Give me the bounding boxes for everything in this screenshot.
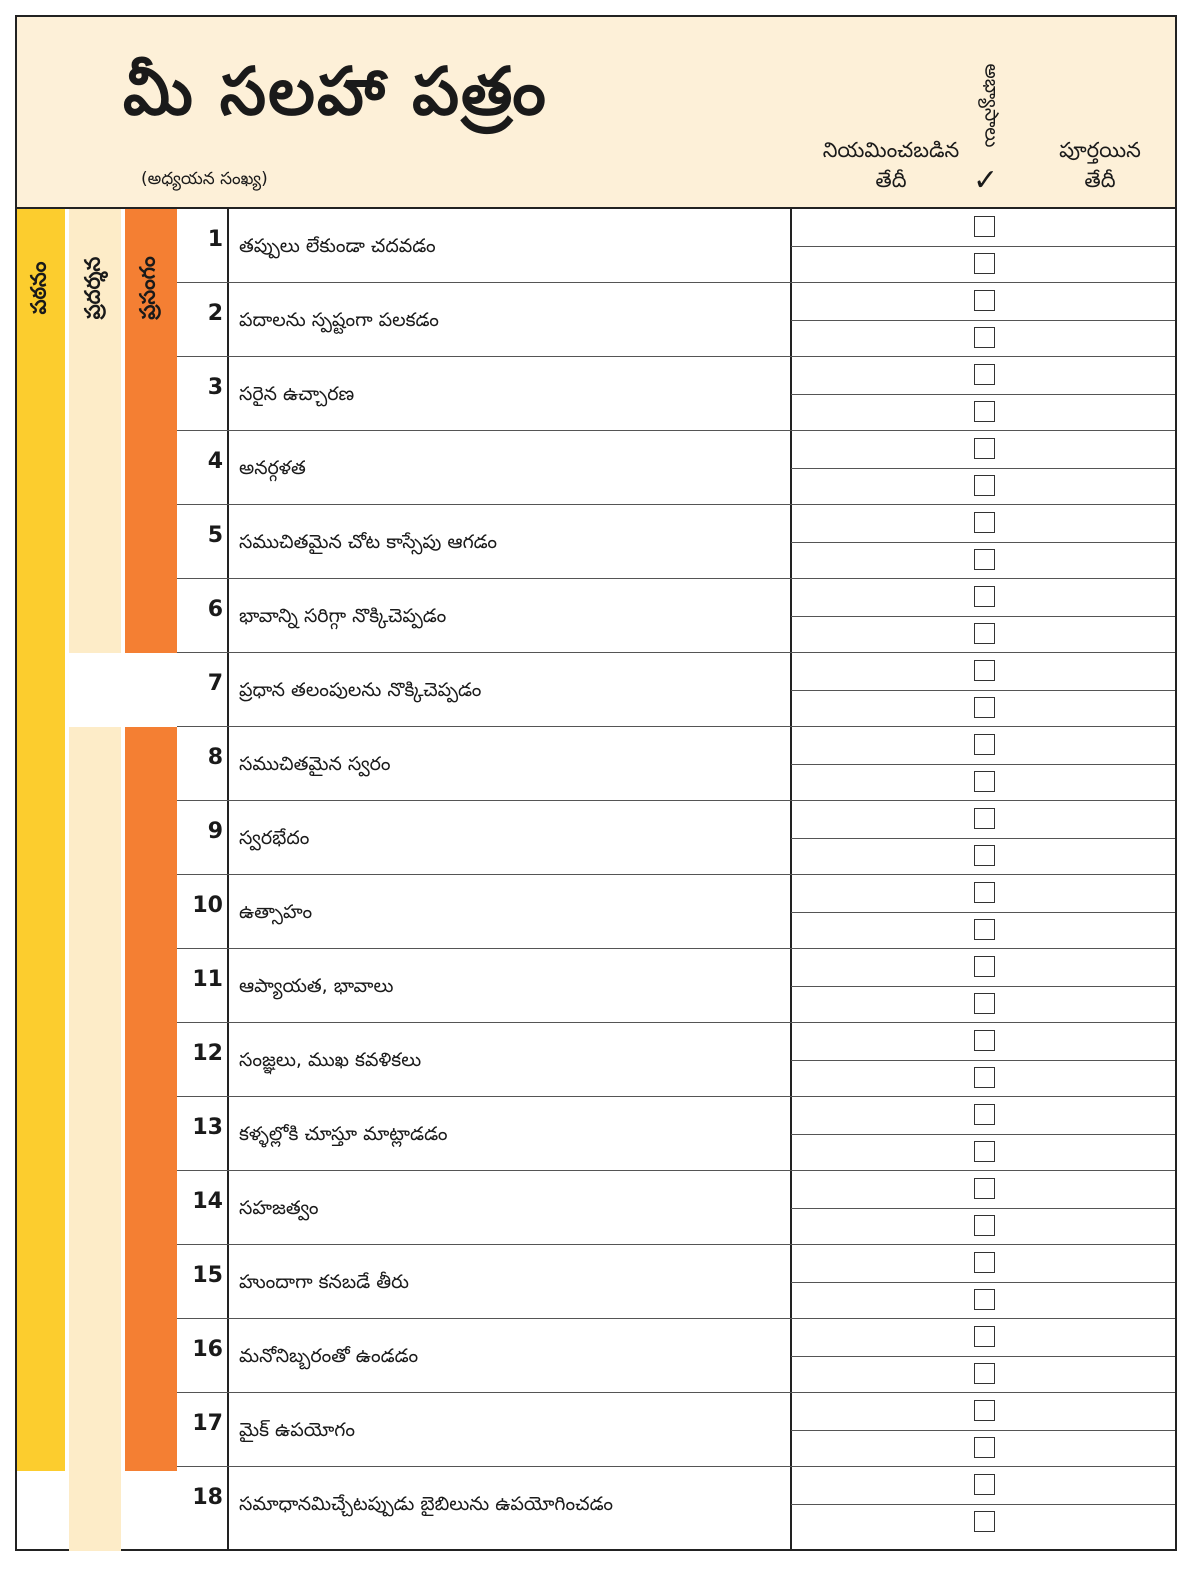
- study-label: సముచితమైన స్వరం: [239, 753, 391, 775]
- study-number: 16: [192, 1337, 223, 1362]
- row-sub-divider: [791, 986, 1175, 987]
- row-sub-divider: [791, 1060, 1175, 1061]
- practice-checkbox-1[interactable]: [974, 1030, 995, 1051]
- study-label: ఆప్యాయత, భావాలు: [239, 975, 394, 997]
- list-item: [17, 1245, 1175, 1319]
- study-number: 14: [192, 1189, 223, 1214]
- practice-checkbox-1[interactable]: [974, 1178, 995, 1199]
- practice-checkbox-1[interactable]: [974, 216, 995, 237]
- practice-checkbox-1[interactable]: [974, 660, 995, 681]
- row-sub-divider: [791, 838, 1175, 839]
- practice-header-label: అభ్యాసాలు: [980, 63, 1003, 147]
- practice-header: [971, 43, 1007, 167]
- study-label: అనర్గళత: [239, 457, 306, 479]
- completed-date-header: [1035, 135, 1165, 195]
- discourse-band-text: ప్రసంగం: [136, 256, 160, 320]
- practice-checkbox-2[interactable]: [974, 1511, 995, 1532]
- practice-checkbox-2[interactable]: [974, 919, 995, 940]
- study-label: సంజ్ఞలు, ముఖ కవళికలు: [239, 1049, 422, 1071]
- list-item: [17, 431, 1175, 505]
- practice-checkbox-1[interactable]: [974, 1252, 995, 1273]
- assigned-date-header-line2: తేదీ: [875, 168, 907, 192]
- practice-checkbox-2[interactable]: [974, 1289, 995, 1310]
- check-mark-icon: ✓: [973, 163, 999, 198]
- practice-checkbox-2[interactable]: [974, 327, 995, 348]
- practice-checkbox-2[interactable]: [974, 845, 995, 866]
- study-number: 18: [192, 1485, 223, 1510]
- row-sub-divider: [791, 912, 1175, 913]
- row-sub-divider: [791, 1208, 1175, 1209]
- row-sub-divider: [791, 1282, 1175, 1283]
- row-sub-divider: [791, 320, 1175, 321]
- form-subtitle: (అధ్యయన సంఖ్య): [141, 169, 268, 189]
- study-label: పదాలను స్పష్టంగా పలకడం: [239, 309, 439, 331]
- practice-checkbox-2[interactable]: [974, 697, 995, 718]
- form-header: [17, 17, 1175, 209]
- practice-checkbox-1[interactable]: [974, 586, 995, 607]
- demonstration-band-text: ప్రదర్శన: [80, 256, 104, 320]
- practice-checkbox-1[interactable]: [974, 1400, 995, 1421]
- practice-checkbox-1[interactable]: [974, 364, 995, 385]
- study-number: 5: [207, 523, 223, 548]
- list-item: [17, 1319, 1175, 1393]
- study-number: 9: [207, 819, 223, 844]
- study-number: 11: [192, 967, 223, 992]
- practice-checkbox-2[interactable]: [974, 475, 995, 496]
- list-item: [17, 209, 1175, 283]
- study-number: 8: [207, 745, 223, 770]
- list-item: [17, 1097, 1175, 1171]
- practice-checkbox-1[interactable]: [974, 808, 995, 829]
- practice-checkbox-2[interactable]: [974, 993, 995, 1014]
- study-label: సరైన ఉచ్చారణ: [239, 383, 355, 405]
- practice-checkbox-2[interactable]: [974, 771, 995, 792]
- study-label: కళ్ళల్లోకి చూస్తూ మాట్లాడడం: [239, 1123, 448, 1145]
- practice-checkbox-1[interactable]: [974, 1326, 995, 1347]
- practice-checkbox-1[interactable]: [974, 512, 995, 533]
- row-sub-divider: [791, 468, 1175, 469]
- counsel-form: [15, 15, 1177, 1551]
- list-item: [17, 653, 1175, 727]
- study-label: హుందాగా కనబడే తీరు: [239, 1271, 409, 1293]
- assigned-date-header: [805, 135, 977, 195]
- study-number: 3: [207, 375, 223, 400]
- row-sub-divider: [791, 394, 1175, 395]
- practice-checkbox-1[interactable]: [974, 290, 995, 311]
- practice-checkbox-1[interactable]: [974, 1104, 995, 1125]
- list-item: [17, 1171, 1175, 1245]
- row-sub-divider: [791, 542, 1175, 543]
- practice-checkbox-2[interactable]: [974, 253, 995, 274]
- list-item: [17, 1393, 1175, 1467]
- study-number: 17: [192, 1411, 223, 1436]
- study-label: సహజత్వం: [239, 1197, 319, 1219]
- study-label: సముచితమైన చోట కాస్సేపు ఆగడం: [239, 531, 498, 553]
- practice-checkbox-2[interactable]: [974, 623, 995, 644]
- list-item: [17, 579, 1175, 653]
- study-label: తప్పులు లేకుండా చదవడం: [239, 235, 436, 257]
- practice-checkbox-2[interactable]: [974, 1215, 995, 1236]
- study-number: 2: [207, 301, 223, 326]
- practice-checkbox-1[interactable]: [974, 438, 995, 459]
- study-label: మనోనిబ్బరంతో ఉండడం: [239, 1345, 419, 1367]
- practice-checkbox-2[interactable]: [974, 549, 995, 570]
- row-sub-divider: [791, 690, 1175, 691]
- list-item: [17, 801, 1175, 875]
- practice-checkbox-2[interactable]: [974, 401, 995, 422]
- study-number: 7: [207, 671, 223, 696]
- list-item: [17, 1023, 1175, 1097]
- list-item: [17, 505, 1175, 579]
- study-number: 15: [192, 1263, 223, 1288]
- row-sub-divider: [791, 1356, 1175, 1357]
- form-title: మీ సలహా పత్రం: [123, 53, 548, 130]
- row-sub-divider: [791, 764, 1175, 765]
- list-item: [17, 283, 1175, 357]
- study-number: 12: [192, 1041, 223, 1066]
- study-number: 1: [207, 227, 223, 252]
- reading-band-text: పఠనం: [26, 261, 50, 315]
- practice-checkbox-1[interactable]: [974, 882, 995, 903]
- list-item: [17, 727, 1175, 801]
- row-sub-divider: [791, 616, 1175, 617]
- practice-checkbox-1[interactable]: [974, 1474, 995, 1495]
- row-sub-divider: [791, 1504, 1175, 1505]
- row-sub-divider: [791, 246, 1175, 247]
- practice-checkbox-2[interactable]: [974, 1141, 995, 1162]
- study-number: 6: [207, 597, 223, 622]
- practice-checkbox-1[interactable]: [974, 956, 995, 977]
- practice-checkbox-2[interactable]: [974, 1067, 995, 1088]
- completed-date-header-line2: తేదీ: [1084, 168, 1116, 192]
- study-label: స్వరభేదం: [239, 827, 310, 849]
- practice-checkbox-2[interactable]: [974, 1363, 995, 1384]
- study-number: 4: [207, 449, 223, 474]
- study-label: ప్రధాన తలంపులను నొక్కిచెప్పడం: [239, 679, 482, 701]
- practice-checkbox-1[interactable]: [974, 734, 995, 755]
- study-label: భావాన్ని సరిగ్గా నొక్కిచెప్పడం: [239, 605, 447, 627]
- list-item: [17, 1467, 1175, 1541]
- study-label: మైక్ ఉపయోగం: [239, 1419, 355, 1441]
- practice-checkbox-2[interactable]: [974, 1437, 995, 1458]
- study-label: సమాధానమిచ్చేటప్పుడు బైబిలును ఉపయోగించడం: [239, 1493, 613, 1515]
- list-item: [17, 875, 1175, 949]
- assigned-date-header-line1: నియమించబడిన: [822, 138, 960, 162]
- row-sub-divider: [791, 1134, 1175, 1135]
- row-sub-divider: [791, 1430, 1175, 1431]
- study-number: 13: [192, 1115, 223, 1140]
- list-item: [17, 949, 1175, 1023]
- study-label: ఉత్సాహం: [239, 901, 313, 923]
- list-item: [17, 357, 1175, 431]
- completed-date-header-line1: పూర్తయిన: [1059, 138, 1141, 162]
- study-number: 10: [192, 893, 223, 918]
